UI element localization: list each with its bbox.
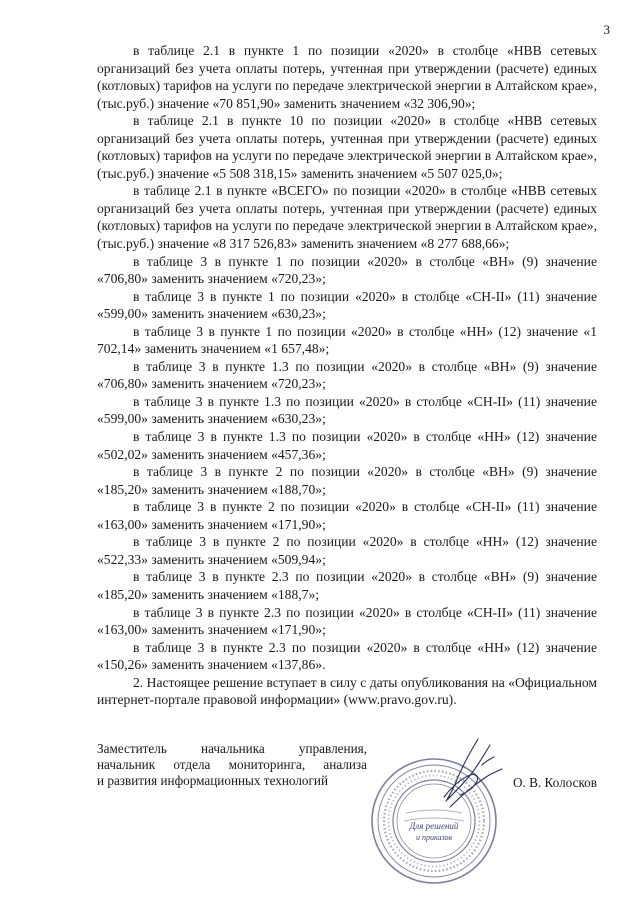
paragraph: в таблице 3 в пункте 2.3 по позиции «2020» в столбце «НН» (12) значение «150,26» заменить значением «137,86». [97, 639, 597, 673]
paragraph: в таблице 3 в пункте 2 по позиции «2020» в столбце «ВН» (9) значение «185,20» заменить значением «188,70»; [97, 464, 597, 497]
position-line: начальник отдела мониторинга, анализа [97, 757, 367, 772]
paragraph: в таблице 3 в пункте 2.3 по позиции «2020» в столбце «ВН» (9) значение «185,20» заменить значением «188,7»; [97, 569, 597, 602]
stamp-text: Для решений [409, 821, 459, 831]
position-line: Заместитель начальника управления, [97, 741, 367, 756]
paragraph: в таблице 3 в пункте 2 по позиции «2020» в столбце «СН-II» (11) значение «163,00» заменить значением «171,90»; [97, 499, 597, 532]
paragraph: в таблице 2.1 в пункте «ВСЕГО» по позиции «2020» в столбце «НВВ сетевых организаций без учета оплаты потерь, учтенная при утверждении (расчете) единых (котловых) тарифов на услуги по передаче электрической энергии в Алтайском крае», (тыс.руб.) значение «8 317 526,83» заменить значением «8 277 688,66»; [97, 183, 597, 252]
paragraph-effective-date: 2. Настоящее решение вступает в силу с даты опубликования на «Официальном интернет-портале правовой информации» (www.pravo.gov.ru). [97, 674, 597, 708]
position-line: и развития информационных технологий [97, 773, 329, 788]
signatory-name: О. В. Колосков [513, 775, 597, 790]
paragraph: в таблице 3 в пункте 1.3 по позиции «2020» в столбце «СН-II» (11) значение «599,00» заменить значением «630,23»; [97, 393, 597, 427]
paragraph: в таблице 3 в пункте 1 по позиции «2020» в столбце «НН» (12) значение «1 702,14» заменить значением «1 657,48»; [97, 323, 597, 357]
paragraph: в таблице 2.1 в пункте 1 по позиции «2020» в столбце «НВВ сетевых организаций без учета оплаты потерь, учтенная при утверждении (расчете) единых (котловых) тарифов на услуги по передаче электрической энергии в Алтайском крае», (тыс.руб.) значение «70 851,90» заменить значением «32 306,90»; [97, 43, 597, 111]
paragraph: в таблице 3 в пункте 1.3 по позиции «2020» в столбце «НН» (12) значение «502,02» заменить значением «457,36»; [97, 429, 597, 462]
paragraph: в таблице 3 в пункте 2.3 по позиции «2020» в столбце «СН-II» (11) значение «163,00» заменить значением «171,90»; [97, 604, 597, 638]
paragraph: в таблице 3 в пункте 1.3 по позиции «2020» в столбце «ВН» (9) значение «706,80» заменить значением «720,23»; [97, 358, 597, 392]
paragraph: в таблице 3 в пункте 1 по позиции «2020» в столбце «ВН» (9) значение «706,80» заменить значением «720,23»; [97, 253, 597, 287]
page-number: 3 [603, 22, 610, 37]
signatory-position [97, 741, 367, 789]
paragraph: в таблице 3 в пункте 1 по позиции «2020» в столбце «СН-II» (11) значение «599,00» заменить значением «630,23»; [97, 288, 597, 322]
document-body [97, 42, 597, 709]
stamp-text: и приказов [415, 833, 453, 842]
paragraph: в таблице 3 в пункте 2 по позиции «2020» в столбце «НН» (12) значение «522,33» заменить значением «509,94»; [97, 534, 597, 567]
paragraph: в таблице 2.1 в пункте 10 по позиции «2020» в столбце «НВВ сетевых организаций без учета оплаты потерь, учтенная при утверждении (расчете) единых (котловых) тарифов на услуги по передаче электрической энергии в Алтайском крае», (тыс.руб.) значение «5 508 318,15» заменить значением «5 507 025,0»; [97, 113, 597, 181]
